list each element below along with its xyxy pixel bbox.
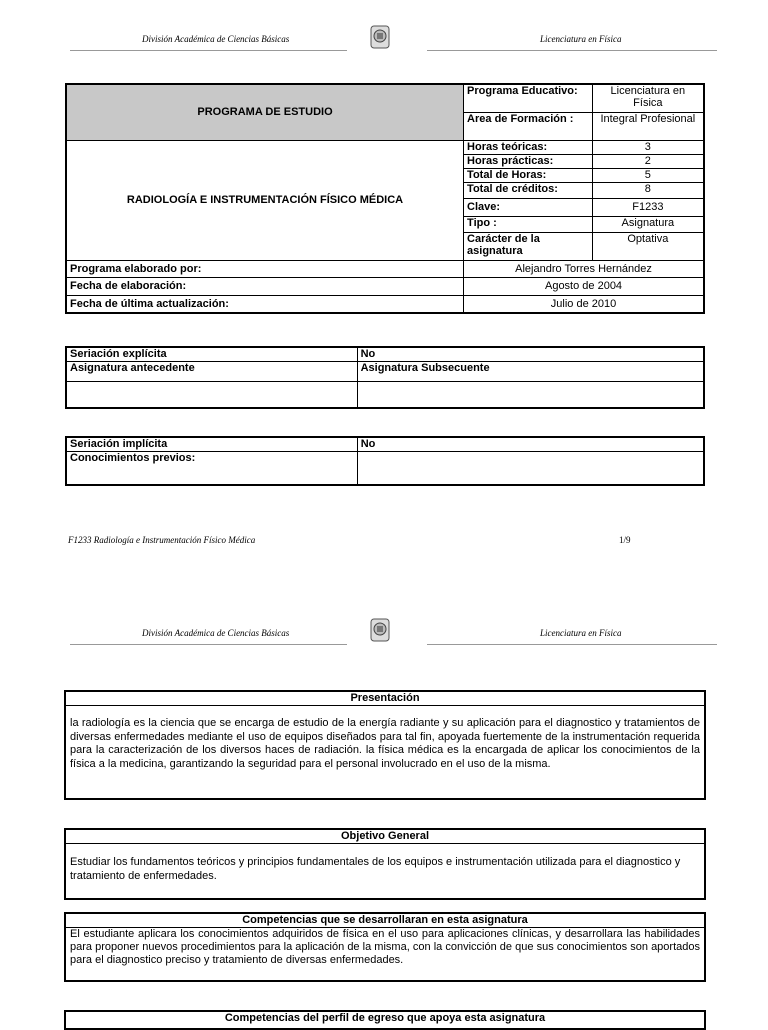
header-rule-right-page2 [427,644,717,645]
value-fecha-actualizacion: Julio de 2010 [464,295,704,313]
presentation-section [64,690,706,800]
header-rule-right [427,50,717,51]
label-asignatura-antecedente: Asignatura antecedente [66,361,357,381]
header-program: Licenciatura en Física [540,34,622,44]
value-area-formacion: Integral Profesional [592,112,704,140]
label-horas-teoricas: Horas teóricas: [464,140,593,154]
footer-course: F1233 Radiología e Instrumentación Físico Médica [68,535,256,545]
header-program-page2: Licenciatura en Física [540,628,622,638]
label-elaborado-por: Programa elaborado por: [66,260,464,277]
label-total-horas: Total de Horas: [464,168,593,182]
competencies-text: El estudiante aplicara los conocimientos adquiridos de física en el uso para aplicaciones clínicas, y desarrollara las habilidades para proponer nuevos procedimientos para la aplicación de la misma, con la convicción de que sus conocimientos son aportados para el diagnostico preciso y tratamiento de diversas enfermedades. [70,928,700,966]
value-caracter: Optativa [592,232,704,260]
value-fecha-elaboracion: Agosto de 2004 [464,277,704,295]
competencies-section [64,912,706,982]
value-tipo: Asignatura [592,216,704,232]
label-programa-educativo: Programa Educativo: [464,84,593,112]
header-division: División Académica de Ciencias Básicas [142,34,290,44]
value-programa-educativo: Licenciatura en Física [592,84,704,112]
header-rule-left [70,50,347,51]
competencies-title: Competencias que se desarrollaran en esta asignatura [66,914,704,928]
label-fecha-actualizacion: Fecha de última actualización: [66,295,464,313]
seriation-implicit-table [65,436,705,486]
label-clave: Clave: [464,198,593,216]
graduate-profile-section [64,1010,706,1030]
presentation-title: Presentación [66,692,704,706]
value-total-horas: 5 [592,168,704,182]
cell-antecedente-empty [66,381,357,408]
value-horas-teoricas: 3 [592,140,704,154]
value-clave: F1233 [592,198,704,216]
footer-page-number: 1/9 [619,535,631,545]
label-horas-practicas: Horas prácticas: [464,154,593,168]
program-title: PROGRAMA DE ESTUDIO [66,84,464,140]
cell-subsecuente-empty [357,381,704,408]
label-seriacion-explicita: Seriación explícita [66,347,357,361]
seriation-explicit-table [65,346,705,409]
label-conocimientos-previos: Conocimientos previos: [66,451,357,485]
university-seal-icon-page2 [369,617,391,643]
header-division-page2: División Académica de Ciencias Básicas [142,628,290,638]
label-seriacion-implicita: Seriación implícita [66,437,357,451]
value-seriacion-implicita: No [357,437,704,451]
value-seriacion-explicita: No [357,347,704,361]
presentation-text: la radiología es la ciencia que se encarga de estudio de la energía radiante y su aplicación para el diagnostico y tratamientos de diversas enfermedades mediante el uso de equipos diseñados para tal fin, apoyada fuertemente de la instrumentación requerida para la caracterización de los diversos haces de radiación. la física médica es la encargada de aplicar los conocimientos de la física a la medicina, garantizando la seguridad para el personal involucrado en el uso de la misma. [70,717,700,770]
value-elaborado-por: Alejandro Torres Hernández [464,260,704,277]
value-total-creditos: 8 [592,182,704,198]
cell-conocimientos-empty [357,451,704,485]
university-seal-icon [369,24,391,50]
objective-text: Estudiar los fundamentos teóricos y principios fundamentales de los equipos e instrumentación utilizada para el diagnostico y tratamiento de enfermedades. [70,856,681,882]
objective-section [64,828,706,900]
objective-title: Objetivo General [66,830,704,844]
course-name: RADIOLOGÍA E INSTRUMENTACIÓN FÍSICO MÉDICA [66,140,464,260]
label-area-formacion: Area de Formación : [464,112,593,140]
value-horas-practicas: 2 [592,154,704,168]
label-asignatura-subsecuente: Asignatura Subsecuente [357,361,704,381]
header-rule-left-page2 [70,644,347,645]
label-caracter: Carácter de la asignatura [464,232,593,260]
label-fecha-elaboracion: Fecha de elaboración: [66,277,464,295]
graduate-profile-title: Competencias del perfil de egreso que apoya esta asignatura [224,1012,546,1024]
label-tipo: Tipo : [464,216,593,232]
label-total-creditos: Total de créditos: [464,182,593,198]
program-table [65,83,705,314]
